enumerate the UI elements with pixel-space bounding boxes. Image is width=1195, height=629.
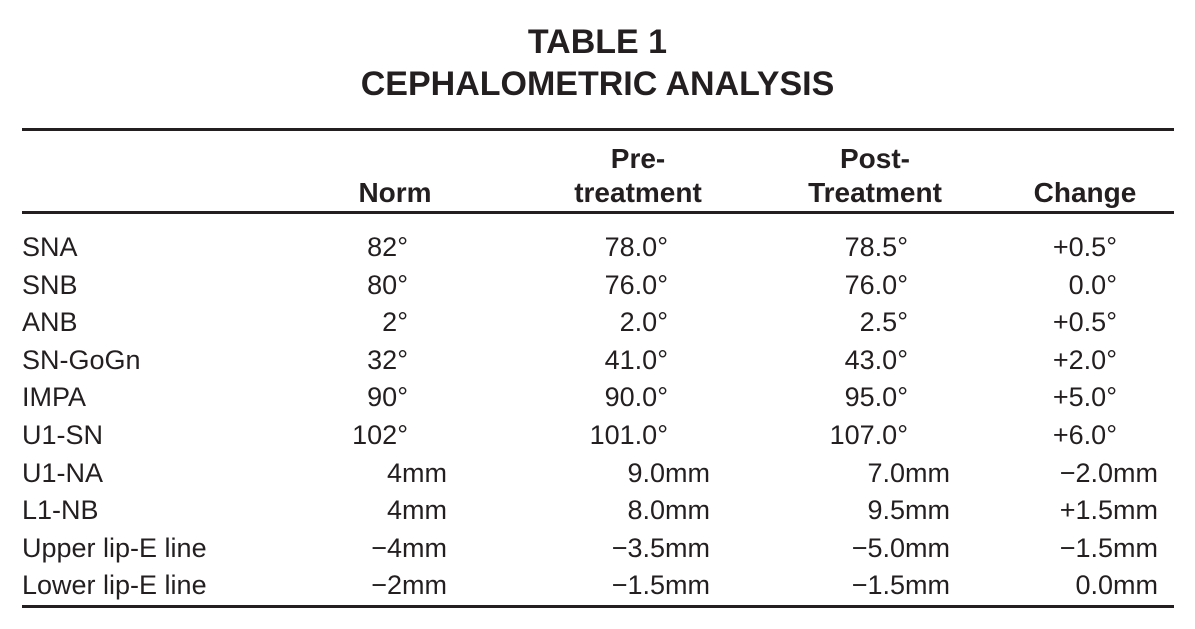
table-title-line-2: CEPHALOMETRIC ANALYSIS [360,65,835,103]
cell-pre: 76.0° [604,270,668,300]
header-norm: Norm [358,177,432,208]
cell-post: 95.0° [844,382,908,412]
header-pre-line-1: Pre- [610,143,666,174]
cell-norm: 2° [382,307,408,337]
cell-pre: −3.5mm [611,533,710,563]
row-label: L1-NB [22,495,99,525]
cell-pre: 8.0mm [627,495,710,525]
cell-norm: −4mm [371,533,447,563]
row-label: SN-GoGn [22,345,141,375]
row-label: ANB [22,307,78,337]
cell-change: +0.5° [1052,232,1117,262]
cell-norm: −2mm [371,570,447,600]
cell-post: 43.0° [844,345,908,375]
cell-pre: −1.5mm [611,570,710,600]
cell-norm: 82° [367,232,408,262]
row-label: U1-NA [22,458,104,488]
cell-change: 0.0mm [1075,570,1158,600]
cell-post: 76.0° [844,270,908,300]
table-title-line-1: TABLE 1 [527,23,668,61]
cell-post: 107.0° [829,420,908,450]
cell-pre: 101.0° [589,420,668,450]
row-label: SNA [22,232,78,262]
row-label: U1-SN [22,420,104,450]
cell-norm: 90° [367,382,408,412]
cell-norm: 4mm [387,458,447,488]
row-label: Upper lip-E line [22,533,207,563]
cell-post: 78.5° [844,232,908,262]
header-post-line-2: Treatment [808,177,942,208]
cell-change: +5.0° [1052,382,1117,412]
header-rule [22,211,1174,214]
cell-pre: 78.0° [604,232,668,262]
cell-post: 2.5° [859,307,908,337]
cell-change: +0.5° [1052,307,1117,337]
row-label: Lower lip-E line [22,570,207,600]
header-post-line-1: Post- [840,143,910,174]
header-change: Change [1033,177,1137,208]
bottom-rule [22,605,1174,608]
cell-change: +6.0° [1052,420,1117,450]
cell-post: 7.0mm [867,458,950,488]
cell-pre: 9.0mm [627,458,710,488]
cell-change: +2.0° [1052,345,1117,375]
cell-change: 0.0° [1068,270,1117,300]
cell-pre: 90.0° [604,382,668,412]
cell-norm: 102° [352,420,408,450]
row-label: SNB [22,270,78,300]
cell-post: 9.5mm [867,495,950,525]
cell-pre: 2.0° [619,307,668,337]
cell-post: −5.0mm [851,533,950,563]
cell-post: −1.5mm [851,570,950,600]
cell-norm: 4mm [387,495,447,525]
cell-change: −1.5mm [1059,533,1158,563]
row-label: IMPA [22,382,87,412]
top-rule [22,128,1174,131]
cell-change: −2.0mm [1059,458,1158,488]
cell-norm: 80° [367,270,408,300]
cell-norm: 32° [367,345,408,375]
cell-pre: 41.0° [604,345,668,375]
cell-change: +1.5mm [1059,495,1158,525]
header-pre-line-2: treatment [574,177,702,208]
